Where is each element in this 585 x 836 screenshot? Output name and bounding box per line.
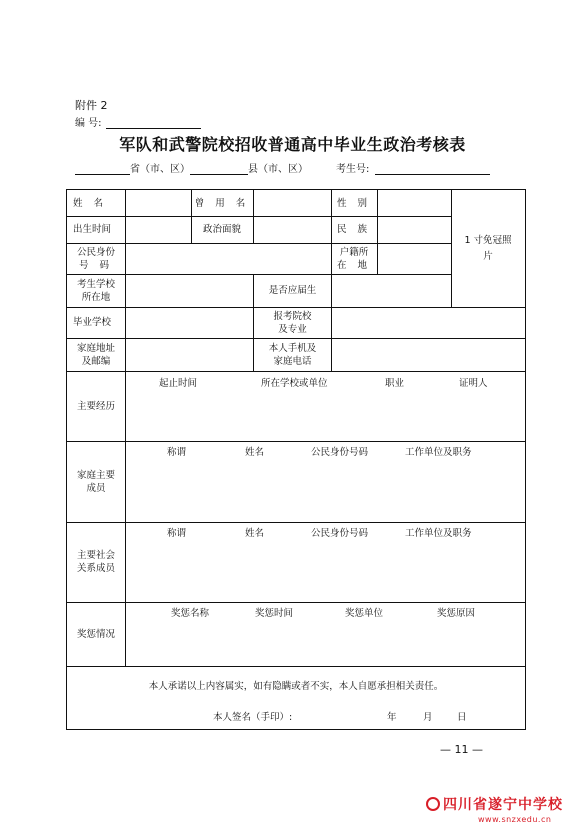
social-col-work: 工作单位及职务 xyxy=(405,528,472,539)
exp-col-time: 起止时间 xyxy=(159,378,198,389)
address-label-line2: 及邮编 xyxy=(81,355,111,367)
school-logo xyxy=(426,794,563,814)
pledge-text: 本人承诺以上内容属实，如有隐瞒或者不实，本人自愿承担相关责任。 xyxy=(148,681,444,692)
birth-label: 出生时间 xyxy=(73,224,112,235)
address-label xyxy=(67,338,125,371)
ethnic-field[interactable] xyxy=(378,216,451,243)
ethnic-label: 民 族 xyxy=(337,224,372,235)
social-label xyxy=(67,522,125,602)
page-title: 军队和武警院校招收普通高中毕业生政治考核表 xyxy=(119,135,466,154)
apply-label-line2: 及专业 xyxy=(278,323,307,335)
school-field[interactable] xyxy=(126,274,253,307)
grad-school-label: 毕业学校 xyxy=(73,317,112,328)
photo-box[interactable]: 1 寸免冠照 片 xyxy=(464,234,512,262)
school-label-line1: 考生学校 xyxy=(76,278,115,290)
gender-field[interactable] xyxy=(378,190,451,216)
signature-label: 本人签名（手印）: xyxy=(213,712,293,723)
hukou-label-line1: 户籍所 xyxy=(339,246,369,258)
political-field[interactable] xyxy=(254,216,331,243)
attachment-label: 附件 2 xyxy=(75,99,108,112)
address-field[interactable] xyxy=(126,338,253,371)
sign-day: 日 xyxy=(457,712,467,723)
serial-blank[interactable] xyxy=(106,117,201,129)
hukou-field[interactable] xyxy=(378,243,451,274)
location-line xyxy=(75,160,490,175)
family-label xyxy=(67,441,125,522)
id-label-line2: 号 码 xyxy=(78,259,114,271)
logo-text: 四川省遂宁中学校 xyxy=(443,797,563,813)
exam-no-blank[interactable] xyxy=(375,163,490,175)
social-label-line1: 主要社会 xyxy=(76,550,115,561)
sign-month: 月 xyxy=(423,712,433,723)
social-col-relation: 称谓 xyxy=(167,528,187,539)
exam-no-label: 考生号: xyxy=(336,164,370,175)
apply-label-line1: 报考院校 xyxy=(273,310,312,322)
exp-col-witness: 证明人 xyxy=(459,378,488,389)
province-blank[interactable] xyxy=(75,163,130,175)
exp-col-job: 职业 xyxy=(385,378,405,389)
phone-label xyxy=(254,338,331,371)
apply-field[interactable] xyxy=(332,307,524,338)
grad-school-field[interactable] xyxy=(126,307,253,338)
hukou-label xyxy=(331,243,377,274)
signature-field[interactable] xyxy=(311,707,381,721)
awards-field[interactable] xyxy=(126,619,524,666)
family-col-name: 姓名 xyxy=(245,447,265,458)
gender-label: 性 别 xyxy=(337,197,372,209)
family-col-relation: 称谓 xyxy=(167,447,187,458)
phone-field[interactable] xyxy=(332,338,524,371)
family-col-work: 工作单位及职务 xyxy=(405,447,472,458)
family-col-id: 公民身份号码 xyxy=(311,447,369,458)
county-label: 县（市、区） xyxy=(248,164,308,175)
award-col-time: 奖惩时间 xyxy=(255,608,294,619)
hukou-label-line2: 在 地 xyxy=(336,259,372,271)
id-label-line1: 公民身份 xyxy=(76,246,115,258)
name-label: 姓 名 xyxy=(73,197,108,209)
school-label-line2: 所在地 xyxy=(81,291,111,303)
sign-year: 年 xyxy=(387,712,397,723)
former-name-label: 曾 用 名 xyxy=(194,197,250,209)
assessment-form xyxy=(66,189,526,730)
name-field[interactable] xyxy=(126,190,191,216)
phone-label-line1: 本人手机及 xyxy=(268,342,317,354)
school-label xyxy=(67,274,125,307)
address-label-line1: 家庭地址 xyxy=(76,342,115,354)
phone-label-line2: 家庭电话 xyxy=(273,355,312,367)
site-url: www.snzxedu.cn xyxy=(478,815,552,824)
social-label-line2: 关系成员 xyxy=(76,563,115,574)
experience-field[interactable] xyxy=(126,388,524,441)
social-col-name: 姓名 xyxy=(245,528,265,539)
id-field[interactable] xyxy=(126,243,331,274)
family-label-line2: 成员 xyxy=(86,482,106,494)
province-label: 省（市、区） xyxy=(130,164,190,175)
social-field[interactable] xyxy=(126,539,524,602)
family-field[interactable] xyxy=(126,458,524,522)
exp-col-unit: 所在学校或单位 xyxy=(261,378,328,389)
serial-label: 编 号: xyxy=(75,118,102,129)
award-col-name: 奖惩名称 xyxy=(171,608,210,619)
school-emblem-icon xyxy=(426,797,440,811)
id-label xyxy=(67,243,125,274)
fresh-grad-field[interactable] xyxy=(332,274,451,307)
former-name-field[interactable] xyxy=(254,190,331,216)
fresh-grad-label: 是否应届生 xyxy=(268,285,317,296)
county-blank[interactable] xyxy=(190,163,248,175)
social-col-id: 公民身份号码 xyxy=(311,528,369,539)
apply-label xyxy=(254,307,331,338)
political-label: 政治面貌 xyxy=(202,224,241,235)
awards-label: 奖惩情况 xyxy=(76,628,115,640)
award-col-reason: 奖惩原因 xyxy=(437,608,476,619)
experience-label: 主要经历 xyxy=(76,400,115,412)
birth-field[interactable] xyxy=(126,216,191,243)
page-number: — 11 — xyxy=(440,743,483,756)
award-col-unit: 奖惩单位 xyxy=(345,608,384,619)
serial-number xyxy=(75,114,201,129)
family-label-line1: 家庭主要 xyxy=(76,469,115,481)
